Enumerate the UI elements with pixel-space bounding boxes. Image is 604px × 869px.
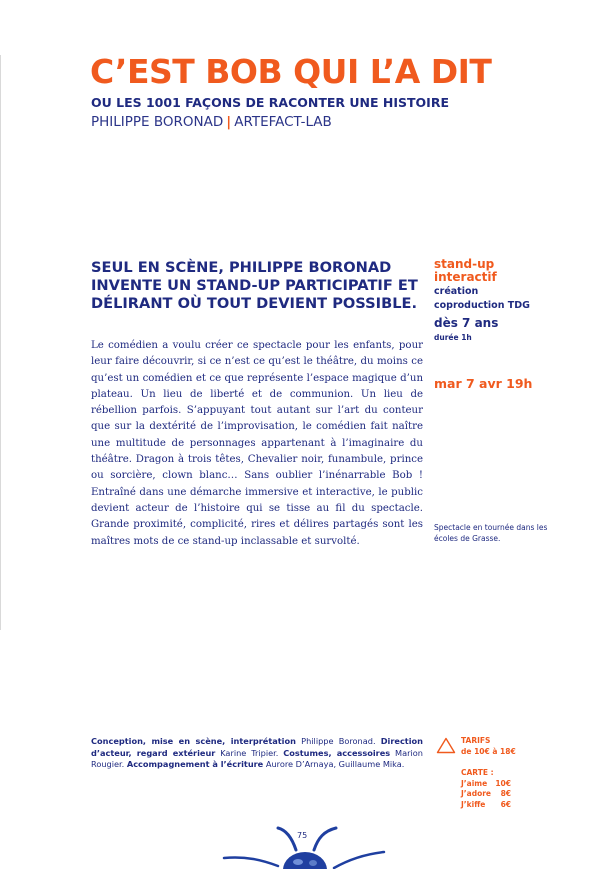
credit-role: Conception, mise en scène, interprétation	[91, 736, 296, 746]
beetle-illustration	[216, 822, 392, 869]
show-subtitle: OU LES 1001 FAÇONS DE RACONTER UNE HISTOIRE	[91, 95, 449, 110]
tarifs-range: de 10€ à 18€	[461, 747, 516, 756]
credit-people: Aurore D’Arnaya, Guillaume Mika.	[263, 759, 405, 769]
duration-label: durée 1h	[434, 333, 472, 342]
page-left-rule	[0, 55, 1, 630]
tour-note: Spectacle en tournée dans les écoles de Grasse.	[434, 523, 548, 543]
carte-name: J’adore	[461, 789, 492, 798]
genre-line-1: stand-up	[434, 257, 495, 271]
performance-date: mar 7 avr 19h	[434, 376, 533, 391]
tarifs-label: TARIFS	[461, 736, 491, 745]
show-authors	[91, 114, 332, 130]
coproduction-label: coproduction TDG	[434, 300, 530, 311]
genre-line-2: interactif	[434, 270, 497, 284]
credit-people: Philippe Boronad.	[295, 736, 381, 746]
carte-name: J’kiffe	[461, 799, 486, 809]
age-label: dès 7 ans	[434, 316, 499, 330]
lead-paragraph: SEUL EN SCÈNE, PHILIPPE BORONAD INVENTE UN STAND-UP PARTICIPATIF ET DÉLIRANT OÙ TOUT DEVIENT POSSIBLE.	[91, 259, 418, 312]
credit-people: Marion Rougier.	[91, 747, 423, 769]
credit-role: Direction d’acteur, regard extérieur	[91, 736, 423, 758]
carte-price: 10€	[495, 778, 511, 788]
author-name: PHILIPPE BORONAD	[91, 114, 224, 130]
carte-row	[461, 779, 511, 790]
creation-label: création	[434, 286, 479, 297]
credit-people: Karine Tripier.	[215, 747, 284, 758]
warning-triangle-icon	[436, 737, 456, 754]
carte-price: 6€	[500, 799, 511, 809]
page-number: 75	[297, 831, 308, 840]
credits-block	[91, 736, 423, 771]
author-separator: |	[226, 114, 232, 130]
carte-row	[461, 800, 511, 811]
carte-row	[461, 789, 511, 800]
show-title: C’EST BOB QUI L’A DIT	[90, 52, 492, 91]
credit-role: Accompagnement à l’écriture	[126, 759, 264, 769]
carte-price: 8€	[500, 789, 511, 798]
carte-prices	[461, 768, 511, 810]
carte-label: CARTE :	[461, 768, 494, 777]
carte-name: J’aime	[461, 778, 488, 788]
body-paragraph: Le comédien a voulu créer ce spectacle pour les enfants, pour leur faire découvrir, si ce n’est ce qu’est le théâtre, du moins ce qu’est un comédien et ce que représente l’espace magique d’un plateau. Un lieu de liberté et de communion. Un lieu de rébellion parfois. S’appuyant tout autant sur l’art du conteur que sur la dextérité de l’improvisation, le comédien fait naître une multitude de personnages appartenant à l’imaginaire du théâtre. Dragon à trois têtes, Chevalier noir, funambule, prince ou sorcière, clown blanc… Sans oublier l’inénarrable Bob ! Entraîné dans une démarche immersive et interactive, le public devient acteur de l’histoire qui se tisse au fil du spectacle. Grande proximité, complicité, rires et délires partagés sont les maîtres mots de ce stand-up inclassable et survolté.	[91, 340, 423, 547]
company-name: ARTEFACT-LAB	[234, 114, 332, 130]
show-info-sidebar	[434, 258, 564, 342]
credit-role: Costumes, accessoires	[283, 747, 391, 758]
